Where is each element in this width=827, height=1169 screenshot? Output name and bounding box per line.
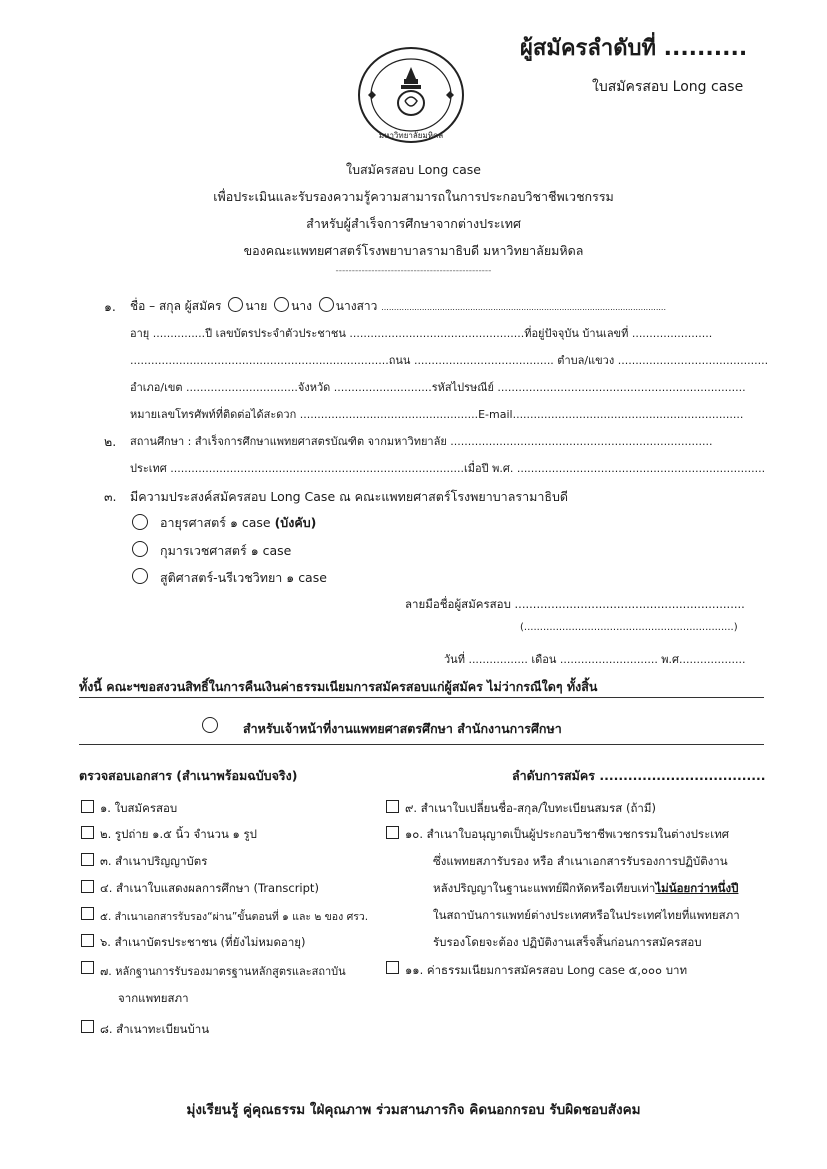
doc-item-8: ๘. สำเนาทะเบียนบ้าน bbox=[100, 1022, 210, 1036]
checkbox-doc-7[interactable] bbox=[81, 961, 94, 974]
option-pediatrics-label: กุมารเวชศาสตร์ ๑ case bbox=[160, 543, 292, 558]
doc-item-10-line-5: รับรองโดยจะต้อง ปฏิบัติงานเสร็จสิ้นก่อนการสมัครสอบ bbox=[433, 935, 702, 949]
refund-notice: ทั้งนี้ คณะฯขอสงวนสิทธิ์ในการคืนเงินค่าธรรมเนียมการสมัครสอบแก่ผู้สมัคร ไม่ว่ากรณีใดๆ ทั้งสิ้น bbox=[79, 679, 598, 694]
footer-motto: มุ่งเรียนรู้ คู่คุณธรรม ใฝ่คุณภาพ ร่วมสานภารกิจ คิดนอกกรอบ รับผิดชอบสังคม bbox=[186, 1102, 641, 1118]
doc-item-7: ๗. หลักฐานการรับรองมาตรฐานหลักสูตรและสถาบัน bbox=[100, 965, 346, 978]
university-seal-logo bbox=[356, 45, 466, 145]
signature-line[interactable]: ลายมือชื่อผู้สมัครสอบ ............................................................... bbox=[405, 597, 745, 611]
checkbox-doc-6[interactable] bbox=[81, 934, 94, 947]
title-line-4: ของคณะแพทยศาสตร์โรงพยาบาลรามาธิบดี มหาวิทยาลัยมหิดล bbox=[243, 243, 584, 258]
age-id-address-line[interactable]: อายุ ...............ปี เลขบัตรประจำตัวประชาชน ..................................................ที่อยู่ปัจจุบัน บ้านเลขที่ ....................... bbox=[130, 327, 713, 340]
phone-email-line[interactable]: หมายเลขโทรศัพท์ที่ติดต่อได้สะดวก ...................................................E-mail.................................................................. bbox=[130, 408, 744, 421]
application-order: ลำดับการสมัคร ................................... bbox=[512, 768, 766, 783]
name-row bbox=[130, 297, 666, 316]
section-3-number: ๓. bbox=[104, 489, 117, 504]
district-province-line[interactable]: อำเภอ/เขต ................................จังหวัด ............................รหัสไปรษณีย์ ....................................................................... bbox=[130, 381, 746, 394]
doc-item-3: ๓. สำเนาปริญญาบัตร bbox=[100, 854, 208, 868]
divider-top bbox=[79, 697, 764, 698]
school-line[interactable]: สถานศึกษา : สำเร็จการศึกษาแพทยศาสตรบัณฑิต จากมหาวิทยาลัย ........................................................................... bbox=[130, 435, 713, 448]
name-field[interactable]: ................................................................................................................ bbox=[381, 303, 667, 312]
doc-item-10-line-3a: หลังปริญญาในฐานะแพทย์ฝึกหัดหรือเทียบเท่า bbox=[433, 881, 656, 895]
doc-item-9: ๙. สำเนาใบเปลี่ยนชื่อ-สกุล/ใบทะเบียนสมรส (ถ้ามี) bbox=[405, 801, 656, 815]
section-1-number: ๑. bbox=[104, 299, 116, 314]
checkbox-doc-1[interactable] bbox=[81, 800, 94, 813]
option-obgyn-label: สูติศาสตร์-นรีเวชวิทยา ๑ case bbox=[160, 570, 327, 585]
officer-heading: สำหรับเจ้าหน้าที่งานแพทยศาสตรศึกษา สำนักงานการศึกษา bbox=[243, 721, 562, 736]
title-mrs-label: นาง bbox=[291, 299, 312, 313]
checkbox-doc-10[interactable] bbox=[386, 826, 399, 839]
name-label: ชื่อ – สกุล ผู้สมัคร bbox=[130, 299, 222, 313]
radio-pediatrics[interactable] bbox=[132, 541, 148, 557]
title-line-1: ใบสมัครสอบ Long case bbox=[346, 162, 481, 177]
title-divider: ------------------------------------------------ bbox=[335, 266, 492, 276]
doc-item-6: ๖. สำเนาบัตรประชาชน (ที่ยังไม่หมดอายุ) bbox=[100, 935, 306, 949]
doc-item-10-line-4: ในสถาบันการแพทย์ต่างประเทศหรือในประเทศไทยที่แพทยสภา bbox=[433, 908, 740, 922]
check-documents-heading: ตรวจสอบเอกสาร (สำเนาพร้อมฉบับจริง) bbox=[79, 768, 298, 783]
doc-item-4: ๔. สำเนาใบแสดงผลการศึกษา (Transcript) bbox=[100, 881, 319, 895]
checkbox-doc-9[interactable] bbox=[386, 800, 399, 813]
title-line-2: เพื่อประเมินและรับรองความรู้ความสามารถในการประกอบวิชาชีพเวชกรรม bbox=[213, 189, 614, 204]
seal-text: มหาวิทยาลัยมหิดล bbox=[378, 131, 444, 140]
title-mr-label: นาย bbox=[245, 299, 268, 313]
doc-item-10-line-2: ซึ่งแพทยสภารับรอง หรือ สำเนาเอกสารรับรองการปฏิบัติงาน bbox=[433, 854, 728, 868]
doc-item-10: ๑๐. สำเนาใบอนุญาตเป็นผู้ประกอบวิชาชีพเวชกรรมในต่างประเทศ bbox=[405, 827, 730, 841]
form-tag: ใบสมัครสอบ Long case bbox=[592, 79, 744, 95]
option-internal-medicine bbox=[160, 513, 316, 533]
checkbox-doc-5[interactable] bbox=[81, 907, 94, 920]
doc-item-5: ๕. สำเนาเอกสารรับรอง“ผ่าน”ขั้นตอนที่ ๑ และ ๒ ของ ศรว. bbox=[100, 911, 369, 923]
section-3-intent: มีความประสงค์สมัครสอบ Long Case ณ คณะแพทยศาสตร์โรงพยาบาลรามาธิบดี bbox=[130, 489, 569, 504]
option-internal-medicine-label: อายุรศาสตร์ ๑ case bbox=[160, 515, 271, 530]
doc-item-2: ๒. รูปถ่าย ๑.๕ นิ้ว จำนวน ๑ รูป bbox=[100, 827, 257, 841]
checkbox-doc-11[interactable] bbox=[386, 961, 399, 974]
signature-name-paren[interactable]: (..................................................................) bbox=[520, 622, 738, 633]
radio-mrs[interactable] bbox=[274, 297, 289, 312]
doc-item-7-cont: จากแพทยสภา bbox=[118, 991, 189, 1005]
radio-obgyn[interactable] bbox=[132, 568, 148, 584]
section-2-number: ๒. bbox=[104, 434, 117, 449]
radio-mr[interactable] bbox=[228, 297, 243, 312]
title-miss-label: นางสาว bbox=[335, 299, 378, 313]
doc-item-10-line-3 bbox=[433, 880, 738, 898]
checkbox-doc-2[interactable] bbox=[81, 826, 94, 839]
radio-internal-medicine[interactable] bbox=[132, 514, 148, 530]
road-subdistrict-line[interactable]: ..........................................................................ถนน ........................................ ตำบล/แขวง ........................................... bbox=[130, 354, 769, 367]
divider-bottom bbox=[79, 744, 764, 745]
minimum-one-year: ไม่น้อยกว่าหนึ่งปี bbox=[655, 881, 739, 895]
required-note: (บังคับ) bbox=[274, 515, 317, 530]
officer-radio[interactable] bbox=[202, 717, 218, 733]
checkbox-doc-8[interactable] bbox=[81, 1020, 94, 1033]
applicant-number: ผู้สมัครลำดับที่ .......... bbox=[520, 36, 748, 61]
doc-item-1: ๑. ใบสมัครสอบ bbox=[100, 801, 178, 815]
checkbox-doc-4[interactable] bbox=[81, 880, 94, 893]
signature-date-line[interactable]: วันที่ ................. เดือน ............................ พ.ศ................... bbox=[444, 653, 746, 666]
country-year-line[interactable]: ประเทศ ....................................................................................เมื่อปี พ.ศ. ....................................................................... bbox=[130, 462, 766, 475]
radio-miss[interactable] bbox=[319, 297, 334, 312]
doc-item-11: ๑๑. ค่าธรรมเนียมการสมัครสอบ Long case ๕,๐๐๐ บาท bbox=[405, 963, 688, 977]
checkbox-doc-3[interactable] bbox=[81, 853, 94, 866]
title-line-3: สำหรับผู้สำเร็จการศึกษาจากต่างประเทศ bbox=[306, 216, 521, 231]
